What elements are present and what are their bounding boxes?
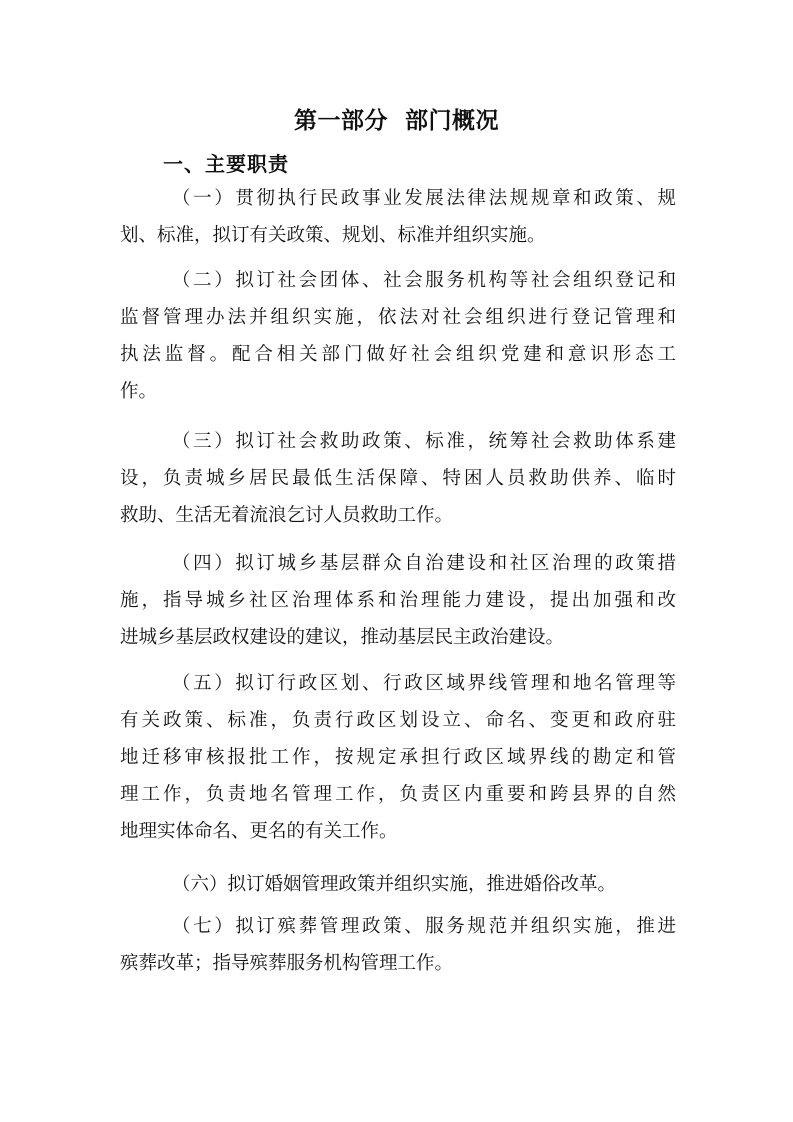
duty-item-5-line-3: 地迁移审核报批工作，按规定承担行政区域界线的勘定和管	[120, 747, 676, 768]
duty-item-3-line-2: 设，负责城乡居民最低生活保障、特困人员救助供养、临时	[120, 468, 676, 489]
duty-item-2-line-2: 监督管理办法并组织实施，依法对社会组织进行登记管理和	[120, 307, 676, 328]
duty-item-5	[120, 665, 676, 850]
duty-item-5-line-4: 理工作，负责地名管理工作，负责区内重要和跨县界的自然	[120, 784, 676, 805]
duty-item-6	[120, 866, 676, 903]
page-title: 第一部分 部门概况	[293, 107, 499, 134]
duty-item-3	[120, 423, 676, 534]
duty-item-5-line-5: 地理实体命名、更名的有关工作。	[120, 821, 398, 842]
duty-item-1	[120, 180, 676, 254]
duty-item-3-line-1: （三）拟订社会救助政策、标准，统筹社会救助体系建	[172, 431, 676, 452]
duty-item-7-line-1: （七）拟订殡葬管理政策、服务规范并组织实施，推进	[172, 916, 676, 937]
duty-item-1-line-1: （一）贯彻执行民政事业发展法律法规规章和政策、规	[172, 188, 676, 209]
duty-item-5-line-1: （五）拟订行政区划、行政区域界线管理和地名管理等	[172, 673, 676, 694]
duty-item-2	[120, 262, 676, 410]
duty-item-4	[120, 545, 676, 656]
duty-item-3-line-3: 救助、生活无着流浪乞讨人员救助工作。	[120, 505, 454, 526]
duty-item-4-line-2: 施，指导城乡社区治理体系和治理能力建设，提出加强和改	[120, 590, 676, 611]
duty-item-2-line-1: （二）拟订社会团体、社会服务机构等社会组织登记和	[172, 270, 676, 291]
duty-item-7	[120, 908, 676, 982]
duty-item-4-line-1: （四）拟订城乡基层群众自治建设和社区治理的政策措	[172, 553, 676, 574]
duty-item-2-line-3: 执法监督。配合相关部门做好社会组织党建和意识形态工	[120, 344, 676, 365]
duty-item-1-line-2: 划、标准，拟订有关政策、规划、标准并组织实施。	[120, 225, 546, 246]
section-heading: 一、主要职责	[163, 152, 289, 176]
duty-item-4-line-3: 进城乡基层政权建设的建议，推动基层民主政治建设。	[120, 627, 565, 648]
duty-item-5-line-2: 有关政策、标准，负责行政区划设立、命名、变更和政府驻	[120, 710, 676, 731]
duty-item-7-line-2: 殡葬改革；指导殡葬服务机构管理工作。	[120, 953, 454, 974]
duty-item-2-line-4: 作。	[120, 381, 158, 402]
duty-item-6-line-1: （六）拟订婚姻管理政策并组织实施，推进婚俗改革。	[172, 874, 617, 895]
